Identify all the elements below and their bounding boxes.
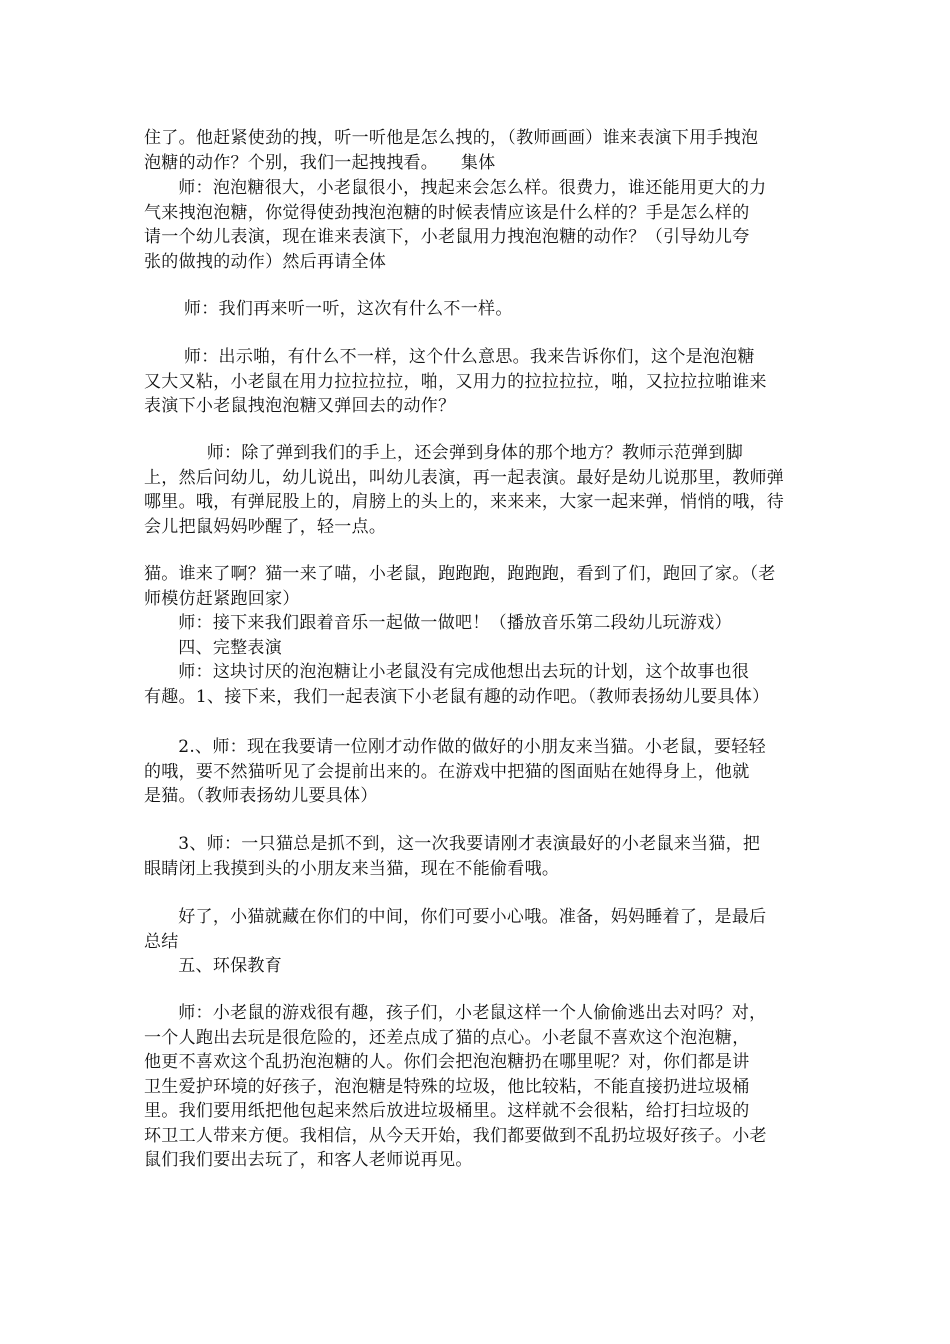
text-line: 师模仿赶紧跑回家） bbox=[144, 588, 300, 609]
text-line: 3、师：一只猫总是抓不到，这一次我要请刚才表演最好的小老鼠来当猫，把 bbox=[144, 834, 761, 854]
text-line: 气来拽泡泡糖，你觉得使劲拽泡泡糖的时候表情应该是什么样的？手是怎么样的 bbox=[144, 202, 750, 223]
paragraph-10 bbox=[144, 1001, 809, 1173]
text-line: 有趣。1、接下来，我们一起表演下小老鼠有趣的动作吧。（教师表扬幼儿要具体） bbox=[144, 686, 770, 707]
text-line: 上，然后问幼儿，幼儿说出，叫幼儿表演，再一起表演。最好是幼儿说那里，教师弹 bbox=[144, 467, 785, 488]
paragraph-5 bbox=[144, 441, 809, 539]
text-line: 师：出示啪，有什么不一样，这个什么意思。我来告诉你们，这个是泡泡糖 bbox=[144, 347, 755, 367]
text-line: 会儿把鼠妈妈吵醒了，轻一点。 bbox=[144, 516, 387, 537]
text-line: 他更不喜欢这个乱扔泡泡糖的人。你们会把泡泡糖扔在哪里呢？对，你们都是讲 bbox=[144, 1052, 750, 1072]
text-line: 眼睛闭上我摸到头的小朋友来当猫，现在不能偷看哦。 bbox=[144, 858, 560, 879]
text-line: 好了，小猫就藏在你们的中间，你们可要小心哦。准备，妈妈睡着了，是最后 bbox=[144, 907, 767, 927]
text-line: 总结 bbox=[144, 931, 179, 952]
text-line: 鼠们我们要出去玩了，和客人老师说再见。 bbox=[144, 1150, 473, 1170]
text-line: 2.、师：现在我要请一位刚才动作做的做好的小朋友来当猫。小老鼠，要轻轻 bbox=[144, 737, 766, 757]
paragraph-2 bbox=[144, 176, 809, 274]
paragraph-7 bbox=[144, 735, 809, 809]
text-line: 张的做拽的动作）然后再请全体 bbox=[144, 251, 387, 272]
text-line: 猫。谁来了啊？猫一来了喵，小老鼠，跑跑跑，跑跑跑，看到了们，跑回了家。（老 bbox=[144, 564, 776, 584]
paragraph-8 bbox=[144, 832, 809, 881]
paragraph-4 bbox=[144, 345, 809, 419]
text-line: 卫生爱护环境的好孩子，泡泡糖是特殊的垃圾，他比较粘，不能直接扔进垃圾桶 bbox=[144, 1076, 750, 1097]
text-line: 又大又粘，小老鼠在用力拉拉拉拉，啪，又用力的拉拉拉拉，啪，又拉拉拉啪谁来 bbox=[144, 371, 767, 392]
text-line: 师：我们再来听一听，这次有什么不一样。 bbox=[144, 299, 513, 319]
text-line: 表演下小老鼠拽泡泡糖又弹回去的动作？ bbox=[144, 396, 456, 416]
paragraph-3 bbox=[144, 297, 809, 322]
paragraph-9 bbox=[144, 905, 809, 979]
text-line: 是猫。（教师表扬幼儿要具体） bbox=[144, 786, 378, 806]
text-line: 泡糖的动作？个别，我们一起拽拽看。 集体 bbox=[144, 152, 496, 173]
paragraph-1 bbox=[144, 126, 809, 175]
text-line: 师：除了弹到我们的手上，还会弹到身体的那个地方？教师示范弹到脚 bbox=[144, 443, 744, 463]
text-line: 师：小老鼠的游戏很有趣，孩子们，小老鼠这样一个人偷偷逃出去对吗？对， bbox=[144, 1003, 767, 1023]
paragraph-6 bbox=[144, 562, 809, 709]
text-line: 的哦，要不然猫听见了会提前出来的。在游戏中把猫的图面贴在她得身上，他就 bbox=[144, 761, 750, 782]
text-line: 哪里。哦，有弹屁股上的，肩膀上的头上的，来来来，大家一起来弹，悄悄的哦，待 bbox=[144, 492, 785, 512]
section-heading: 四、完整表演 bbox=[144, 637, 283, 658]
text-line: 环卫工人带来方便。我相信，从今天开始，我们都要做到不乱扔垃圾好孩子。小老 bbox=[144, 1125, 767, 1146]
text-line: 师：这块讨厌的泡泡糖让小老鼠没有完成他想出去玩的计划，这个故事也很 bbox=[144, 662, 750, 682]
text-line: 师：泡泡糖很大，小老鼠很小，拽起来会怎么样。很费力，谁还能用更大的力 bbox=[144, 178, 767, 198]
text-line: 师：接下来我们跟着音乐一起做一做吧！（播放音乐第二段幼儿玩游戏） bbox=[144, 613, 732, 633]
text-line: 住了。他赶紧使劲的拽，听一听他是怎么拽的，（教师画画）谁来表演下用手拽泡 bbox=[144, 128, 759, 148]
text-line: 一个人跑出去玩是很危险的，还差点成了猫的点心。小老鼠不喜欢这个泡泡糖， bbox=[144, 1027, 750, 1048]
text-line: 请一个幼儿表演，现在谁来表演下，小老鼠用力拽泡泡糖的动作？（引导幼儿夸 bbox=[144, 227, 750, 247]
text-line: 里。我们要用纸把他包起来然后放进垃圾桶里。这样就不会很粘，给打扫垃圾的 bbox=[144, 1101, 750, 1121]
section-heading: 五、环保教育 bbox=[144, 956, 283, 976]
